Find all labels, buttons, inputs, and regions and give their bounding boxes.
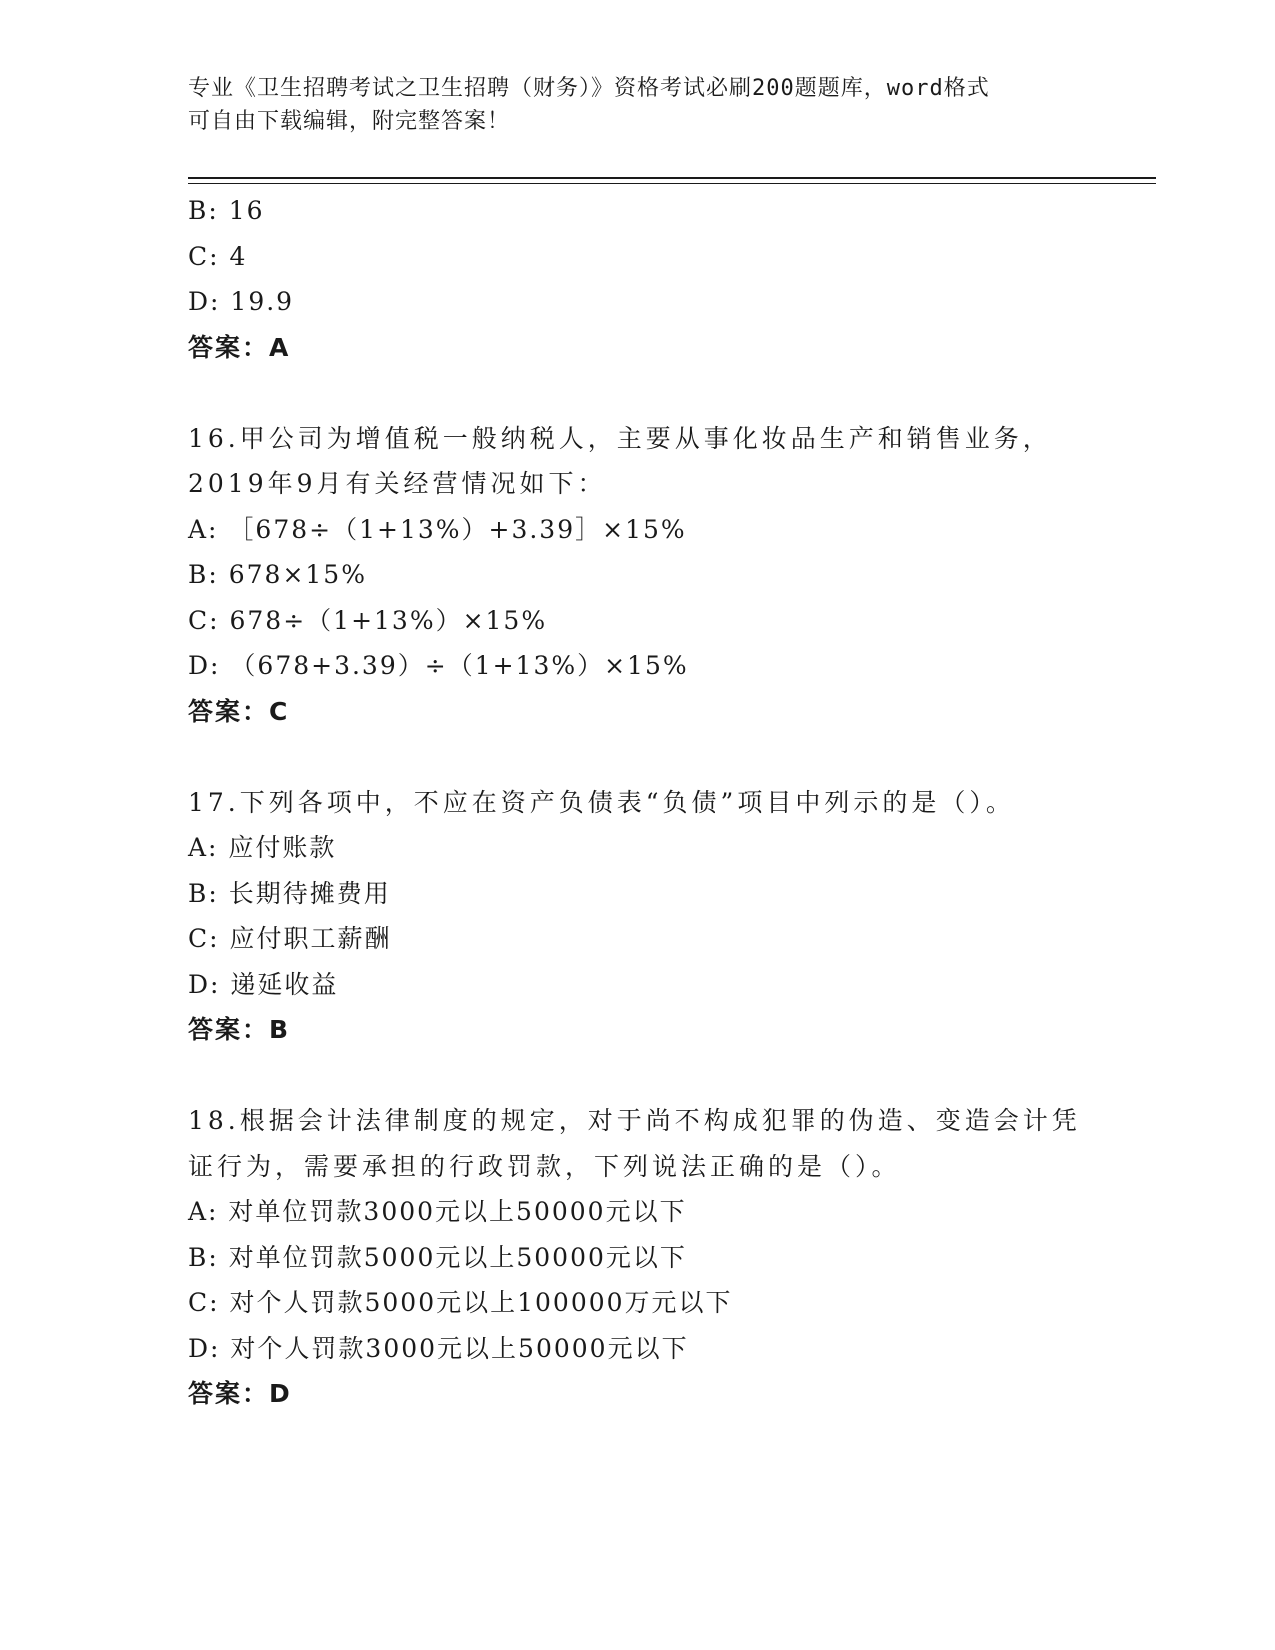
document-header	[188, 72, 1068, 138]
header-title-line-2: 可自由下载编辑，附完整答案！	[188, 109, 511, 134]
question-18	[188, 1098, 1088, 1417]
question-stem-continued: 2019年9月有关经营情况如下：	[188, 469, 607, 498]
question-list	[188, 188, 1088, 1417]
question-stem-continued: 证行为，需要承担的行政罚款，下列说法正确的是（）。	[188, 1151, 901, 1181]
option-d: D: 对个人罚款3000元以上50000元以下	[188, 1333, 689, 1363]
option-a: A: 对单位罚款3000元以上50000元以下	[188, 1197, 687, 1226]
question-17	[188, 780, 1088, 1053]
question-stem: 16.甲公司为增值税一般纳税人，主要从事化妆品生产和销售业务，	[188, 423, 1052, 453]
question-stem: 17.下列各项中，不应在资产负债表“负债”项目中列示的是（）。	[188, 787, 1015, 817]
question-15-tail	[188, 188, 1088, 370]
question-stem: 18.根据会计法律制度的规定，对于尚不构成犯罪的伪造、变造会计凭	[188, 1106, 1081, 1135]
option-b: B: 长期待摊费用	[188, 878, 391, 908]
question-16	[188, 416, 1088, 735]
header-divider-thin	[188, 183, 1156, 184]
option-d: D: 递延收益	[188, 969, 339, 999]
spacer	[188, 1053, 1088, 1099]
option-c: C: 678÷（1+13%）×15%	[188, 605, 548, 635]
option-c: C: 4	[188, 241, 248, 271]
spacer	[188, 734, 1088, 780]
option-a: A: ［678÷（1+13%）+3.39］×15%	[188, 514, 687, 544]
option-d: D: 19.9	[188, 287, 295, 316]
spacer	[188, 370, 1088, 416]
answer-line: 答案：C	[188, 696, 290, 726]
option-d: D: （678+3.39）÷（1+13%）×15%	[188, 651, 689, 680]
option-b: B: 16	[188, 196, 265, 225]
option-b: B: 对单位罚款5000元以上50000元以下	[188, 1242, 687, 1272]
option-c: C: 应付职工薪酬	[188, 924, 392, 953]
answer-line: 答案：A	[188, 332, 291, 362]
header-title-line-1: 专业《卫生招聘考试之卫生招聘（财务）》资格考试必刷200题题库，word格式	[188, 76, 990, 101]
option-c: C: 对个人罚款5000元以上100000万元以下	[188, 1288, 733, 1317]
answer-line: 答案：D	[188, 1379, 292, 1408]
header-divider-thick	[188, 177, 1156, 179]
answer-line: 答案：B	[188, 1015, 291, 1044]
option-b: B: 678×15%	[188, 560, 367, 589]
option-a: A: 应付账款	[188, 833, 337, 862]
